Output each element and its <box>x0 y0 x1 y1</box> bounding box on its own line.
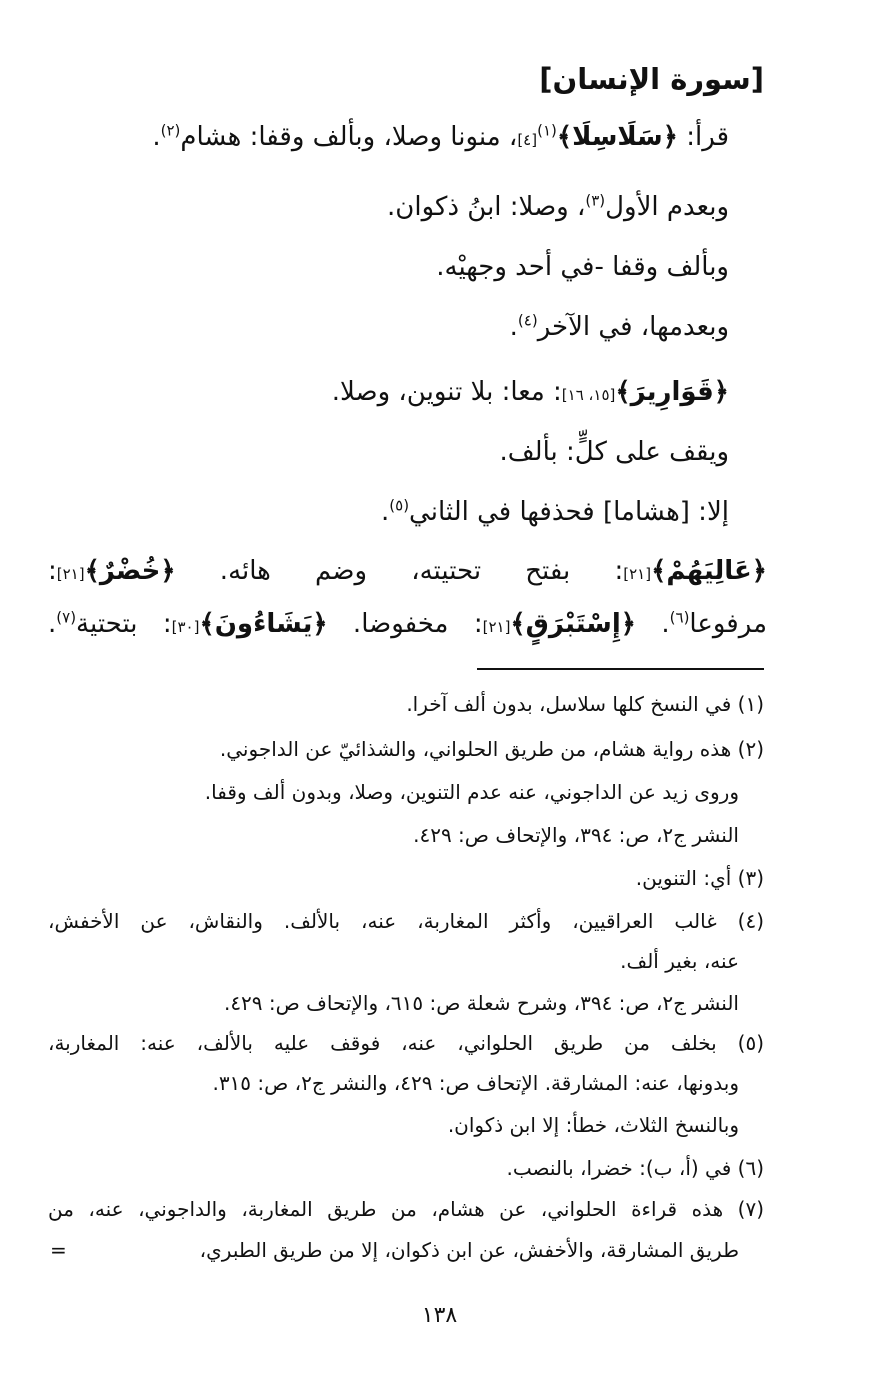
footnote-4-line-3: النشر ج٢، ص: ٣٩٤، وشرح شعلة ص: ٦١٥، والإتحاف ص: ٤٢٩. <box>223 991 739 1015</box>
footnote-marker: (١) <box>537 121 557 140</box>
verse-reference: [٢١] <box>482 618 511 636</box>
verse-reference: [٤] <box>517 131 538 149</box>
footnote-2-line-2: وروى زيد عن الداجوني، عنه عدم التنوين، وصلا، وبدون ألف وقفا. <box>204 780 739 804</box>
footnote-1: (١) في النسخ كلها سلاسل، بدون ألف آخرا. <box>406 692 764 716</box>
quran-word: ﴿عَالِيَهُمْ﴾ <box>651 556 767 586</box>
footnote-marker: (٥) <box>389 496 410 515</box>
text-segment: : <box>48 556 57 586</box>
main-line-7 <box>381 497 729 527</box>
page-number: ١٣٨ <box>421 1303 458 1328</box>
footnote-4: (٤) غالب العراقيين، وأكثر المغاربة، عنه، بالألف. والنقاش، عن الأخفش، <box>48 909 764 933</box>
text-segment: وبعدمها، في الآخر <box>537 312 729 342</box>
text-segment: وبألف وقفا -في أحد وجهيْه. <box>436 252 729 282</box>
text-segment: . <box>636 609 670 639</box>
text-segment: ويقف على كلٍّ: بألف. <box>499 437 729 467</box>
quran-word: ﴿خُضْرٌ﴾ <box>84 556 176 586</box>
main-line-5 <box>332 377 729 407</box>
footnote-5: (٥) بخلف من طريق الحلواني، عنه، فوقف عليه بالألف، عنه: المغاربة، <box>48 1031 764 1055</box>
footnote-5-line-3: وبالنسخ الثلاث، خطأ: إلا ابن ذكوان. <box>447 1113 739 1137</box>
footnote-marker: (٧) <box>56 608 77 627</box>
text-segment: مرفوعا <box>689 609 767 639</box>
footnote-2-line-3: النشر ج٢، ص: ٣٩٤، والإتحاف ص: ٤٢٩. <box>413 823 739 847</box>
main-line-4 <box>510 312 729 342</box>
continuation-marker: = <box>50 1238 67 1262</box>
main-line-2 <box>387 192 729 222</box>
text-segment: وبعدم الأول <box>605 192 729 222</box>
verse-reference: [١٥، ١٦] <box>561 386 616 404</box>
main-line-1 <box>152 122 729 152</box>
footnote-6: (٦) في (أ، ب): خضرا، بالنصب. <box>506 1156 764 1180</box>
footnote-divider <box>477 668 764 670</box>
text-segment: ، منونا وصلا، وبألف وقفا: هشام <box>180 122 518 152</box>
verse-reference: [٣٠] <box>171 618 200 636</box>
footnote-2: (٢) هذه رواية هشام، من طريق الحلواني، والشذائيّ عن الداجوني. <box>219 737 764 761</box>
footnote-7: (٧) هذه قراءة الحلواني، عن هشام، من طريق المغاربة، والداجوني، عنه، من <box>48 1197 764 1221</box>
text-segment: . <box>152 122 161 152</box>
text-segment: : بتحتية <box>76 609 172 639</box>
footnote-3: (٣) أي: التنوين. <box>635 866 764 890</box>
footnote-4-line-2: عنه، بغير ألف. <box>620 949 739 973</box>
quran-word: ﴿يَشَاءُونَ﴾ <box>199 609 328 639</box>
text-segment: . <box>509 312 518 342</box>
text-segment: ، وصلا: ابنُ ذكوان. <box>387 192 586 222</box>
main-line-3 <box>436 252 729 282</box>
main-line-6 <box>499 437 729 467</box>
text-segment: إلا: [هشاما] فحذفها في الثاني <box>409 497 729 527</box>
text-segment: : مخفوضا. <box>327 609 483 639</box>
main-line-9 <box>48 609 767 639</box>
quran-word: ﴿إِسْتَبْرَقٍ﴾ <box>510 609 637 639</box>
footnote-marker: (٢) <box>160 121 181 140</box>
footnote-marker: (٣) <box>585 191 606 210</box>
verse-reference: [٢١] <box>623 565 652 583</box>
footnote-marker: (٦) <box>669 608 690 627</box>
main-line-8 <box>48 556 767 586</box>
footnote-7-line-2: طريق المشارقة، والأخفش، عن ابن ذكوان، إلا من طريق الطبري، <box>199 1238 739 1262</box>
text-segment: : معا: بلا تنوين، وصلا. <box>331 377 562 407</box>
verse-reference: [٢١] <box>56 565 85 583</box>
text-segment: قرأ: <box>677 122 729 152</box>
text-segment: : بفتح تحتيته، وضم هائه. <box>175 556 624 586</box>
footnote-marker: (٤) <box>517 311 538 330</box>
quran-word: ﴿سَلَاسِلَا﴾ <box>556 122 678 152</box>
surah-title: [سورة الإنسان] <box>539 62 764 96</box>
quran-word: ﴿قَوَارِيرَ﴾ <box>615 377 729 407</box>
text-segment: . <box>381 497 390 527</box>
text-segment: . <box>48 609 57 639</box>
footnote-5-line-2: وبدونها، عنه: المشارقة. الإتحاف ص: ٤٢٩، والنشر ج٢، ص: ٣١٥. <box>212 1071 739 1095</box>
